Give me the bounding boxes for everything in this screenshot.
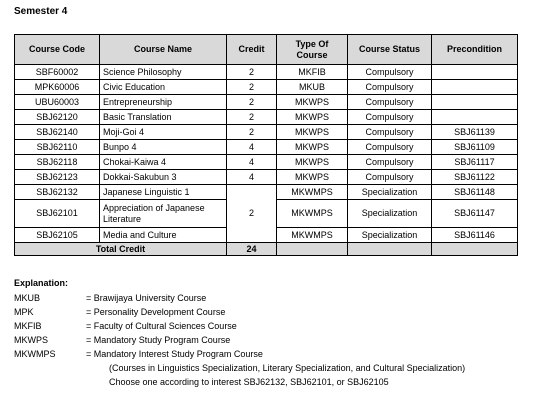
course-status: Compulsory — [348, 125, 432, 140]
course-credit: 4 — [227, 170, 277, 185]
explanation-item — [14, 319, 465, 333]
course-status: Compulsory — [348, 155, 432, 170]
course-precondition: SBJ61122 — [432, 170, 518, 185]
course-name: Bunpo 4 — [100, 140, 227, 155]
course-credit: 2 — [227, 110, 277, 125]
course-status: Specialization — [348, 185, 432, 200]
explanation-desc: = Mandatory Interest Study Program Course — [86, 349, 263, 359]
course-precondition: SBJ61148 — [432, 185, 518, 200]
course-status: Compulsory — [348, 140, 432, 155]
course-credit: 4 — [227, 155, 277, 170]
table-row — [15, 125, 518, 140]
explanation-note-line2: Choose one according to interest SBJ62132, SBJ62101, or SBJ62105 — [109, 377, 389, 387]
total-empty-cell — [348, 243, 432, 256]
total-credit-value: 24 — [227, 243, 277, 256]
course-type: MKWPS — [277, 125, 348, 140]
course-code: SBJ62123 — [15, 170, 100, 185]
header-type-line1: Type Of — [295, 38, 329, 49]
table-row — [15, 95, 518, 110]
total-row — [15, 243, 518, 256]
explanation-abbr: MPK — [14, 307, 34, 317]
course-status: Compulsory — [348, 95, 432, 110]
explanation-item — [14, 333, 465, 347]
table-row-specialization — [15, 185, 518, 200]
table-row — [15, 80, 518, 95]
course-precondition — [432, 80, 518, 95]
header-credit: Credit — [227, 35, 277, 65]
course-table — [14, 34, 518, 256]
header-type-of-course — [277, 35, 348, 65]
course-credit: 2 — [227, 80, 277, 95]
course-credit: 2 — [227, 125, 277, 140]
course-status: Compulsory — [348, 80, 432, 95]
course-type: MKWPS — [277, 155, 348, 170]
course-name-line1: Appreciation of Japanese — [103, 202, 205, 213]
course-precondition: SBJ61109 — [432, 140, 518, 155]
header-precondition: Precondition — [432, 35, 518, 65]
course-code: SBJ62132 — [15, 185, 100, 200]
header-type-line2: Course — [296, 49, 328, 60]
explanation-item — [14, 305, 465, 319]
course-code: SBJ62118 — [15, 155, 100, 170]
course-credit: 2 — [227, 65, 277, 80]
total-empty-cell — [277, 243, 348, 256]
course-type: MKWMPS — [277, 200, 348, 228]
explanation-desc: = Brawijaya University Course — [86, 293, 207, 303]
total-credit-label: Total Credit — [15, 243, 227, 256]
course-precondition — [432, 95, 518, 110]
explanation-desc: = Personality Development Course — [86, 307, 226, 317]
course-name — [100, 200, 227, 228]
course-code: SBJ62110 — [15, 140, 100, 155]
course-type: MKFIB — [277, 65, 348, 80]
table-row — [15, 170, 518, 185]
semester-title: Semester 4 — [14, 6, 68, 17]
course-precondition: SBJ61146 — [432, 228, 518, 243]
course-credit: 2 — [227, 95, 277, 110]
course-code: SBF60002 — [15, 65, 100, 80]
total-empty-cell — [432, 243, 518, 256]
explanation-item — [14, 291, 465, 305]
course-code: UBU60003 — [15, 95, 100, 110]
course-status: Specialization — [348, 228, 432, 243]
header-course-code: Course Code — [15, 35, 100, 65]
explanation-abbr: MKWMPS — [14, 349, 56, 359]
table-row — [15, 140, 518, 155]
course-code: SBJ62101 — [15, 200, 100, 228]
explanation-abbr: MKFIB — [14, 321, 42, 331]
header-course-status: Course Status — [348, 35, 432, 65]
header-course-name: Course Name — [100, 35, 227, 65]
course-type: MKWPS — [277, 140, 348, 155]
course-name: Japanese Linguistic 1 — [100, 185, 227, 200]
course-type: MKUB — [277, 80, 348, 95]
course-precondition: SBJ61147 — [432, 200, 518, 228]
explanation-desc: = Faculty of Cultural Sciences Course — [86, 321, 237, 331]
course-status: Compulsory — [348, 170, 432, 185]
course-status: Compulsory — [348, 110, 432, 125]
course-code: SBJ62140 — [15, 125, 100, 140]
course-name: Dokkai-Sakubun 3 — [100, 170, 227, 185]
course-type: MKWMPS — [277, 228, 348, 243]
explanation-abbr: MKUB — [14, 293, 41, 303]
course-precondition: SBJ61117 — [432, 155, 518, 170]
explanation-item — [14, 347, 465, 361]
course-type: MKWPS — [277, 95, 348, 110]
table-row — [15, 155, 518, 170]
course-code: MPK60006 — [15, 80, 100, 95]
course-precondition — [432, 110, 518, 125]
course-code: SBJ62105 — [15, 228, 100, 243]
explanation-section — [14, 276, 465, 389]
course-status: Specialization — [348, 200, 432, 228]
table-header-row — [15, 35, 518, 65]
course-name: Science Philosophy — [100, 65, 227, 80]
course-name-line2: Literature — [103, 213, 142, 224]
specialization-credit: 2 — [227, 185, 277, 243]
course-status: Compulsory — [348, 65, 432, 80]
course-type: MKWPS — [277, 110, 348, 125]
course-name: Moji-Goi 4 — [100, 125, 227, 140]
course-credit: 4 — [227, 140, 277, 155]
course-type: MKWPS — [277, 170, 348, 185]
explanation-title: Explanation: — [14, 278, 69, 288]
explanation-note-line1: (Courses in Linguistics Specialization, Literary Specialization, and Cultural Specialization) — [109, 363, 466, 373]
course-name: Media and Culture — [100, 228, 227, 243]
course-type: MKWMPS — [277, 185, 348, 200]
course-name: Entrepreneurship — [100, 95, 227, 110]
explanation-abbr: MKWPS — [14, 335, 49, 345]
table-row — [15, 110, 518, 125]
table-row — [15, 65, 518, 80]
course-precondition: SBJ61139 — [432, 125, 518, 140]
explanation-desc: = Mandatory Study Program Course — [86, 335, 231, 345]
course-name: Basic Translation — [100, 110, 227, 125]
course-precondition — [432, 65, 518, 80]
course-name: Chokai-Kaiwa 4 — [100, 155, 227, 170]
course-code: SBJ62120 — [15, 110, 100, 125]
course-name: Civic Education — [100, 80, 227, 95]
